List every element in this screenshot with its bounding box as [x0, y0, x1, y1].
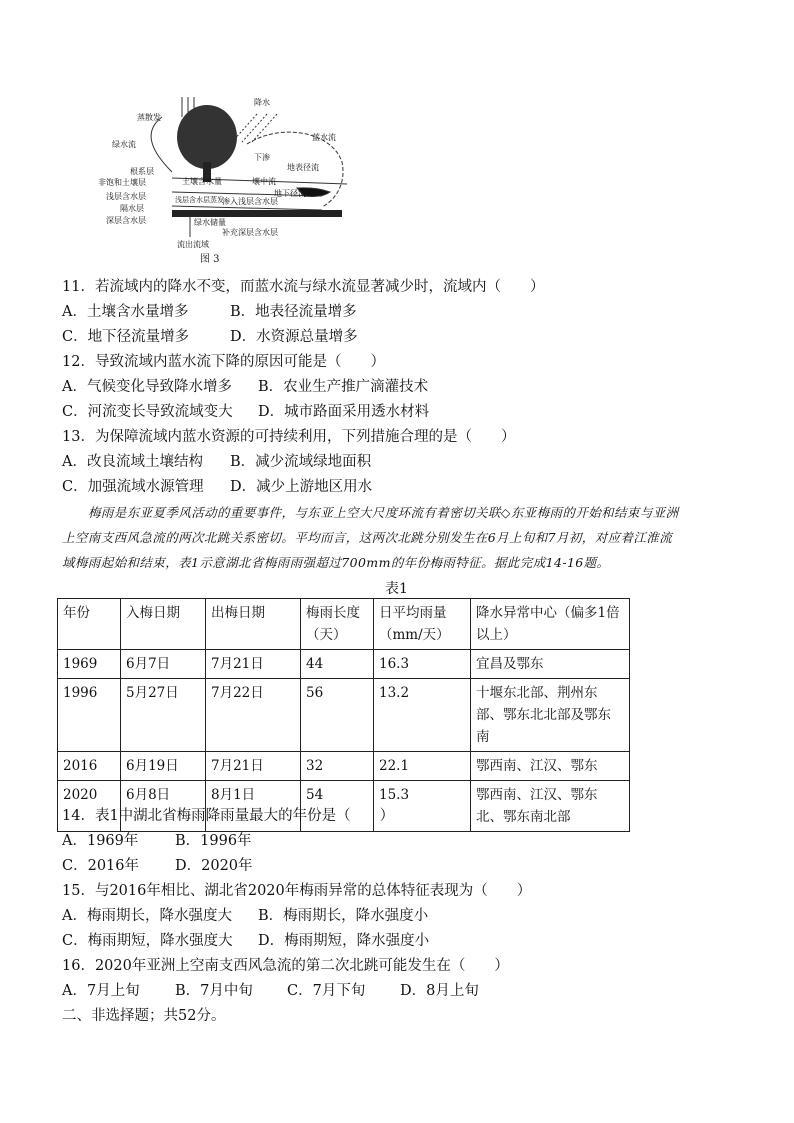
cell-length: 32	[301, 752, 374, 781]
label-outflow: 流出流域	[177, 240, 209, 249]
table-row	[58, 650, 630, 679]
q11-option-c[interactable]: C．地下径流量增多	[62, 329, 190, 345]
q12-option-d[interactable]: D．城市路面采用透水材料	[258, 404, 430, 420]
cell-anomaly: 鄂西南、江汉、鄂东北、鄂东南北部	[471, 781, 630, 832]
cell-onset: 6月7日	[121, 650, 206, 679]
label-aquitard: 隔水层	[120, 204, 144, 213]
cell-onset: 5月27日	[121, 679, 206, 752]
q11-option-d[interactable]: D．水资源总量增多	[230, 329, 358, 345]
cell-end: 7月22日	[206, 679, 301, 752]
water-cycle-diagram	[82, 92, 352, 262]
q15-option-a[interactable]: A．梅雨期长，降水强度大	[62, 908, 232, 924]
q15-option-b[interactable]: B．梅雨期长，降水强度小	[258, 908, 429, 924]
label-surface: 地表径流	[287, 163, 319, 172]
label-root: 根系层	[130, 167, 154, 176]
header-anomaly: 降水异常中心（偏多1倍以上）	[471, 599, 630, 650]
header-length: 梅雨长度（天）	[301, 599, 374, 650]
q12-stem: 12．导致流域内蓝水流下降的原因可能是（ ）	[62, 354, 385, 370]
q15-stem: 15．与2016年相比、湖北省2020年梅雨异常的总体特征表现为（ ）	[62, 883, 532, 899]
label-soilwater: 土壤含水量	[182, 177, 222, 186]
cell-daily-rain: 13.2	[374, 679, 471, 752]
cell-anomaly: 鄂西南、江汉、鄂东	[471, 752, 630, 781]
q12-option-b[interactable]: B．农业生产推广滴灌技术	[258, 379, 429, 395]
q16-option-c[interactable]: C．7月下旬	[287, 983, 366, 999]
passage-line-3: 域梅雨起始和结束，表1示意湖北省梅雨雨强超过700mm的年份梅雨特征。据此完成14-16题。	[62, 555, 610, 570]
passage-line-1: 梅雨是东亚夏季风活动的重要事件，与东亚上空大尺度环流有着密切关联◇东亚梅雨的开始和结束与亚洲	[88, 505, 679, 520]
cell-year: 2020	[58, 781, 121, 832]
label-green: 绿水流	[112, 140, 136, 149]
q13-option-d[interactable]: D．减少上游地区用水	[230, 479, 373, 495]
label-unsat: 非饱和土壤层	[98, 178, 146, 187]
q13-option-b[interactable]: B．减少流域绿地面积	[230, 454, 372, 470]
cell-year: 1996	[58, 679, 121, 752]
label-precip: 降水	[254, 98, 270, 107]
cell-daily-rain: 15.3	[374, 781, 471, 832]
q13-stem: 13．为保障流域内蓝水资源的可持续利用，下列措施合理的是（ ）	[62, 429, 516, 445]
cell-end: 7月21日	[206, 650, 301, 679]
cell-length: 44	[301, 650, 374, 679]
hydrology-figure	[82, 92, 352, 262]
label-deep-recharge: 补充深层含水层	[222, 228, 278, 237]
cell-anomaly: 十堰东北部、荆州东部、鄂东北北部及鄂东南	[471, 679, 630, 752]
header-year: 年份	[58, 599, 121, 650]
figure-caption: 图 3	[200, 254, 220, 265]
q11-option-a[interactable]: A．土壤含水量增多	[62, 304, 189, 320]
q14-stem: 14．表1中湖北省梅雨降雨量最大的年份是（ ）	[62, 808, 395, 824]
q14-option-c[interactable]: C．2016年	[62, 858, 139, 874]
label-deep: 深层含水层	[106, 216, 146, 225]
cell-daily-rain: 16.3	[374, 650, 471, 679]
section-two-heading: 二、非选择题；共52分。	[62, 1008, 226, 1024]
cell-daily-rain: 22.1	[374, 752, 471, 781]
label-infil: 下渗	[254, 153, 270, 162]
header-daily-rain: 日平均雨量（mm/天）	[374, 599, 471, 650]
q13-option-a[interactable]: A．改良流域土壤结构	[62, 454, 203, 470]
q16-option-a[interactable]: A．7月上旬	[62, 983, 140, 999]
table-row	[58, 679, 630, 752]
q14-option-a[interactable]: A．1969年	[62, 833, 139, 849]
cell-anomaly: 宜昌及鄂东	[471, 650, 630, 679]
q16-stem: 16．2020年亚洲上空南支西风急流的第二次北跳可能发生在（ ）	[62, 958, 509, 974]
q14-option-b[interactable]: B．1996年	[175, 833, 252, 849]
label-shallow-evap: 浅层含水层蒸发	[175, 196, 224, 204]
table-caption: 表1	[385, 581, 408, 597]
cell-onset: 6月8日	[121, 781, 206, 832]
cell-year: 2016	[58, 752, 121, 781]
q13-option-c[interactable]: C．加强流域水源管理	[62, 479, 204, 495]
cell-length: 56	[301, 679, 374, 752]
label-shallow: 浅层含水层	[106, 192, 146, 201]
table-row	[58, 752, 630, 781]
q16-option-b[interactable]: B．7月中旬	[175, 983, 253, 999]
label-evap: 蒸散发	[137, 113, 161, 122]
q11-option-b[interactable]: B．地表径流量增多	[230, 304, 357, 320]
label-interflow: 壤中流	[252, 177, 276, 186]
cell-end: 8月1日	[206, 781, 301, 832]
label-green-store: 绿水储量	[194, 218, 226, 227]
cell-length: 54	[301, 781, 374, 832]
q15-option-d[interactable]: D．梅雨期短，降水强度小	[258, 933, 430, 949]
header-end: 出梅日期	[206, 599, 301, 650]
cell-year: 1969	[58, 650, 121, 679]
q12-option-c[interactable]: C．河流变长导致流域变大	[62, 404, 233, 420]
q16-option-d[interactable]: D．8月上旬	[400, 983, 479, 999]
cell-end: 7月21日	[206, 752, 301, 781]
label-recharge: 渗入浅层含水层	[222, 197, 278, 206]
cell-onset: 6月19日	[121, 752, 206, 781]
passage-line-2: 上空南支西风急流的两次北跳关系密切。平均而言，这两次北跳分别发生在6月上旬和7月初，对应着江淮流	[62, 530, 673, 545]
q11-stem: 11．若流域内的降水不变，而蓝水流与绿水流显著减少时，流域内（ ）	[62, 279, 545, 295]
table-header-row	[58, 599, 630, 650]
header-onset: 入梅日期	[121, 599, 206, 650]
q15-option-c[interactable]: C．梅雨期短，降水强度大	[62, 933, 233, 949]
q14-option-d[interactable]: D．2020年	[175, 858, 253, 874]
label-blue: 蓝水流	[312, 133, 336, 142]
meiyu-table	[57, 598, 630, 832]
label-ground: 地下径流	[274, 189, 306, 198]
q12-option-a[interactable]: A．气候变化导致降水增多	[62, 379, 232, 395]
